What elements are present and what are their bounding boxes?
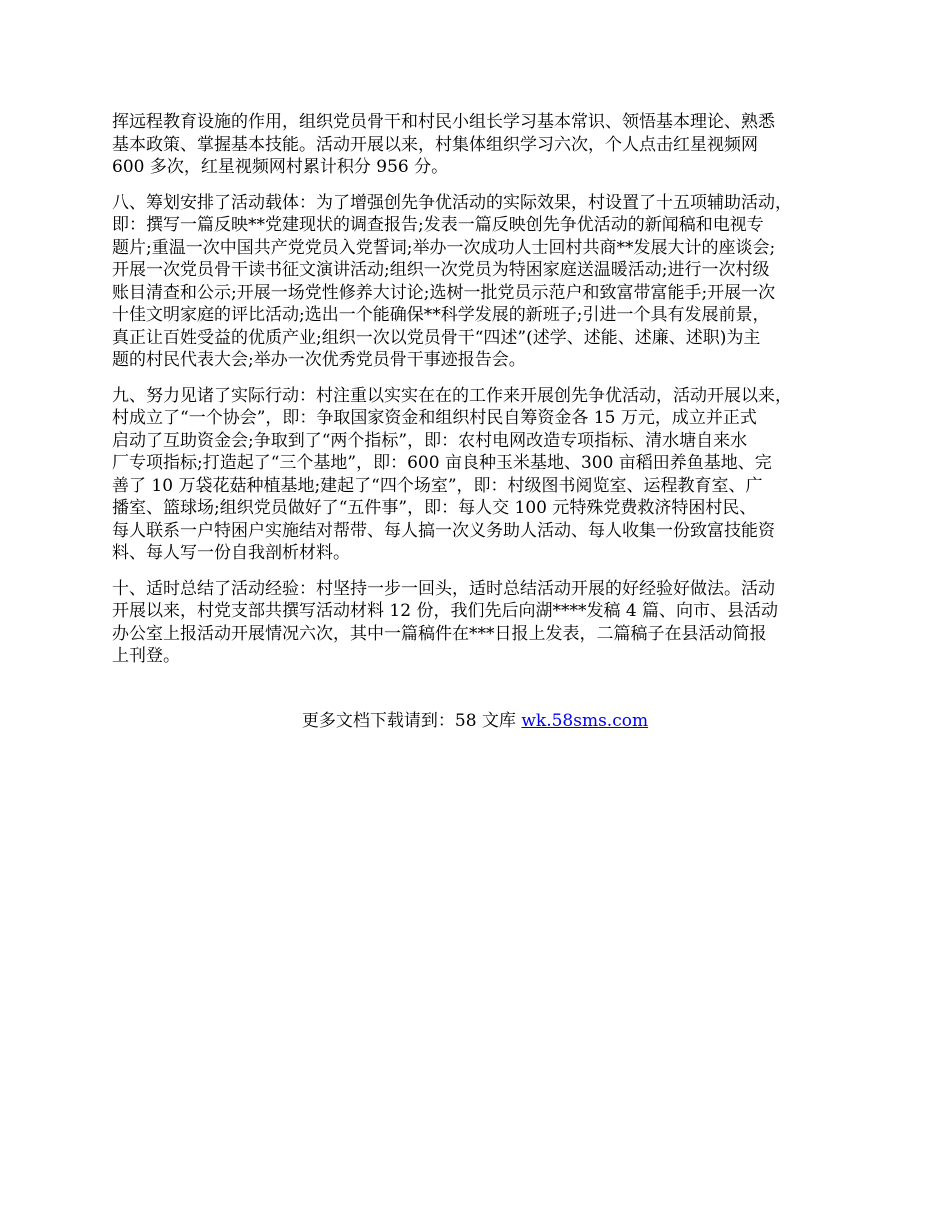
text-line: 题的村民代表大会;举办一次优秀党员骨干事迹报告会。 (112, 350, 526, 370)
paragraph (112, 578, 852, 668)
text-line: 善了 10 万袋花菇种植基地;建起了“四个场室”，即：村级图书阅览室、运程教育室、广 (112, 475, 763, 496)
text-line: 即：撰写一篇反映**党建现状的调查报告;发表一篇反映创先争优活动的新闻稿和电视专 (112, 215, 764, 235)
text-line: 料、每人写一份自我剖析材料。 (112, 543, 350, 563)
text-line: 八、筹划安排了活动载体：为了增强创先争优活动的实际效果，村设置了十五项辅助活动， (112, 192, 792, 213)
text-line: 厂专项指标;打造起了“三个基地”，即：600 亩良种玉米基地、300 亩稻田养鱼基地、完 (112, 453, 772, 473)
footer (0, 710, 950, 732)
text-line: 十、适时总结了活动经验：村坚持一步一回头，适时总结活动开展的好经验好做法。活动 (112, 578, 775, 599)
paragraph (112, 111, 852, 179)
text-line: 真正让百姓受益的优质产业;组织一次以党员骨干“四述”(述学、述能、述廉、述职)为主 (112, 327, 761, 348)
text-line: 每人联系一户特困户实施结对帮带、每人搞一次义务助人活动、每人收集一份致富技能资 (112, 520, 775, 541)
text-line: 村成立了“一个协会”，即：争取国家资金和组织村民自筹资金各 15 万元，成立并正式 (112, 408, 757, 428)
paragraph (112, 192, 852, 372)
document-body (112, 111, 852, 681)
text-line: 题片;重温一次中国共产党党员入党誓词;举办一次成功人士回村共商**发展大计的座谈会; (112, 237, 776, 258)
text-line: 上刊登。 (112, 646, 180, 666)
text-line: 九、努力见诸了实际行动：村注重以实实在在的工作来开展创先争优活动，活动开展以来， (112, 385, 792, 406)
text-line: 基本政策、掌握基本技能。活动开展以来，村集体组织学习六次，个人点击红星视频网 (112, 134, 758, 155)
footer-text: 更多文档下载请到：58 文库 (301, 711, 522, 731)
text-line: 开展一次党员骨干读书征文演讲活动;组织一次党员为特困家庭送温暖活动;进行一次村级 (112, 260, 770, 280)
text-line: 播室、篮球场;组织党员做好了“五件事”，即：每人交 100 元特殊党费救济特困村民、 (112, 498, 757, 518)
paragraph (112, 385, 852, 565)
text-line: 开展以来，村党支部共撰写活动材料 12 份，我们先后向湖****发稿 4 篇、向市、县活动 (112, 601, 779, 621)
text-line: 启动了互助资金会;争取到了“两个指标”，即：农村电网改造专项指标、清水塘自来水 (112, 430, 748, 451)
footer-link[interactable]: wk.58sms.com (521, 711, 649, 731)
text-line: 十佳文明家庭的评比活动;选出一个能确保**科学发展的新班子;引进一个具有发展前景， (112, 305, 770, 325)
text-line: 600 多次，红星视频网村累计积分 956 分。 (112, 157, 449, 177)
text-line: 办公室上报活动开展情况六次，其中一篇稿件在***日报上发表，二篇稿子在县活动简报 (112, 623, 767, 644)
text-line: 挥远程教育设施的作用，组织党员骨干和村民小组长学习基本常识、领悟基本理论、熟悉 (112, 112, 775, 132)
text-line: 账目清查和公示;开展一场党性修养大讨论;选树一批党员示范户和致富带富能手;开展一次 (112, 282, 776, 303)
